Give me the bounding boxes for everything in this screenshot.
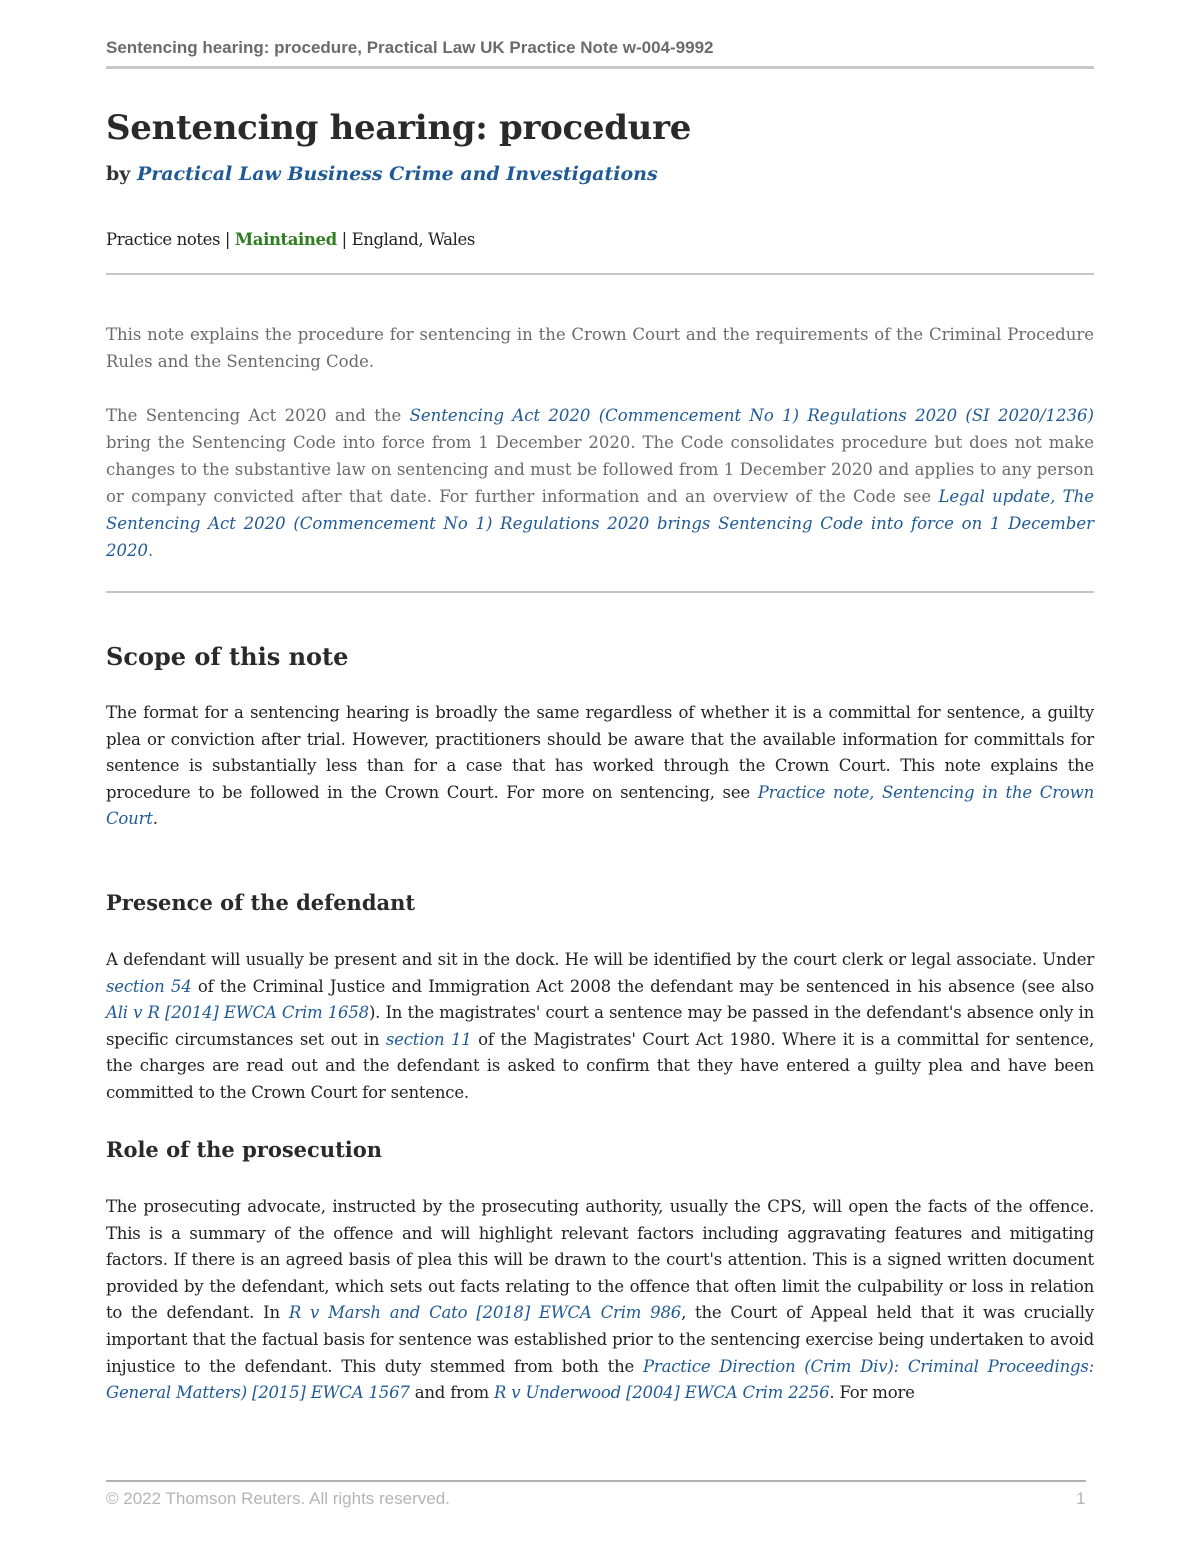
summary-paragraph-1: This note explains the procedure for sentencing in the Crown Court and the requirements of the Criminal Procedure Rules and the Sentencing Code.: [106, 325, 1094, 371]
body-text: , the Court of Appeal held that it was crucially important that the factual basis for sentence was established prior to the sentencing exercise being undertaken to avoid injustice to the defendant. This duty stemmed from both the: [106, 1303, 1094, 1376]
running-header-title: Sentencing hearing: procedure, Practical Law UK Practice Note w-004-9992: [106, 38, 714, 57]
body-text: of the Magistrates' Court Act 1980. Where it is a committal for sentence, the charges are read out and the defendant is asked to confirm that they have entered a guilty plea and have been committed to the Crown Court for sentence.: [106, 1029, 1094, 1102]
status-badge: Maintained: [234, 230, 337, 249]
regulations-link[interactable]: Sentencing Act 2020 (Commencement No 1) Regulations 2020 (SI 2020/1236): [409, 406, 1094, 425]
legal-update-link[interactable]: Legal update, The Sentencing Act 2020 (Commencement No 1) Regulations 2020 brings Sentencing Code into force on 1 December 2020: [106, 487, 1095, 560]
summary-paragraph-2: [106, 402, 1094, 564]
jurisdiction: England, Wales: [351, 230, 475, 249]
page-number: 1: [1076, 1489, 1086, 1508]
meta-divider: [106, 273, 1094, 275]
section-heading-presence: Presence of the defendant: [106, 890, 416, 915]
body-text: The format for a sentencing hearing is broadly the same regardless of whether it is a committal for sentence, a guilty plea or conviction after trial. However, practitioners should be aware that the available information for committals for sentence is substantially less than for a case that has worked through the Crown Court. This note explains the procedure to be followed in the Crown Court. For more on sentencing, see: [106, 703, 1094, 802]
prosecution-paragraph: [106, 1194, 1094, 1407]
body-text: A defendant will usually be present and sit in the dock. He will be identified by the court clerk or legal associate. Under: [106, 950, 1094, 969]
section-11-link[interactable]: section 11: [385, 1029, 472, 1049]
meta-separator: |: [220, 230, 235, 249]
sentencing-crown-court-link[interactable]: Practice note, Sentencing in the Crown Court: [106, 782, 1094, 829]
body-text: . For more: [829, 1383, 915, 1403]
section-heading-prosecution: Role of the prosecution: [106, 1137, 383, 1162]
body-text: .: [152, 809, 158, 829]
marsh-and-cato-link[interactable]: R v Marsh and Cato [2018] EWCA Crim 986: [288, 1303, 682, 1323]
scope-paragraph: [106, 700, 1094, 833]
body-text: and from: [409, 1383, 495, 1403]
summary-divider: [106, 591, 1094, 593]
body-text: of the Criminal Justice and Immigration Act 2008 the defendant may be sentenced in his absence (see also: [191, 976, 1094, 996]
body-text: ). In the magistrates' court a sentence may be passed in the defendant's absence only in specific circumstances set out in: [106, 1003, 1094, 1049]
meta-separator: |: [336, 230, 352, 249]
section-54-link[interactable]: section 54: [106, 976, 192, 996]
ali-v-r-link[interactable]: Ali v R [2014] EWCA Crim 1658: [106, 1003, 369, 1023]
summary-text: The Sentencing Act 2020 and the: [106, 406, 410, 425]
summary-text: .: [148, 541, 154, 560]
footer-divider: [106, 1480, 1086, 1482]
byline: [106, 163, 658, 185]
author-link[interactable]: Practical Law Business Crime and Investigations: [136, 163, 658, 185]
presence-paragraph: [106, 947, 1094, 1107]
section-heading-scope: Scope of this note: [106, 642, 349, 671]
document-type: Practice notes: [106, 230, 221, 249]
byline-prefix: by: [106, 163, 137, 185]
page-title: Sentencing hearing: procedure: [106, 108, 692, 148]
header-divider: [106, 66, 1094, 69]
document-meta: [106, 230, 475, 249]
summary-text: bring the Sentencing Code into force from 1 December 2020. The Code consolidates procedure but does not make changes to the substantive law on sentencing and must be followed from 1 December 2020 and applies to any person or company convicted after that date. For further information and an overview of the Code see: [106, 433, 1094, 506]
underwood-link[interactable]: R v Underwood [2004] EWCA Crim 2256: [494, 1383, 830, 1403]
body-text: The prosecuting advocate, instructed by the prosecuting authority, usually the CPS, will open the facts of the offence. This is a summary of the offence and will highlight relevant factors including aggravating features and mitigating factors. If there is an agreed basis of plea this will be drawn to the court's attention. This is a signed written document provided by the defendant, which sets out facts relating to the offence that often limit the culpability or loss in relation to the defendant. In: [106, 1197, 1094, 1323]
copyright-notice: © 2022 Thomson Reuters. All rights reserved.: [106, 1489, 450, 1508]
practice-direction-link[interactable]: Practice Direction (Crim Div): Criminal Proceedings: General Matters) [2015] EWCA 1567: [106, 1356, 1094, 1403]
